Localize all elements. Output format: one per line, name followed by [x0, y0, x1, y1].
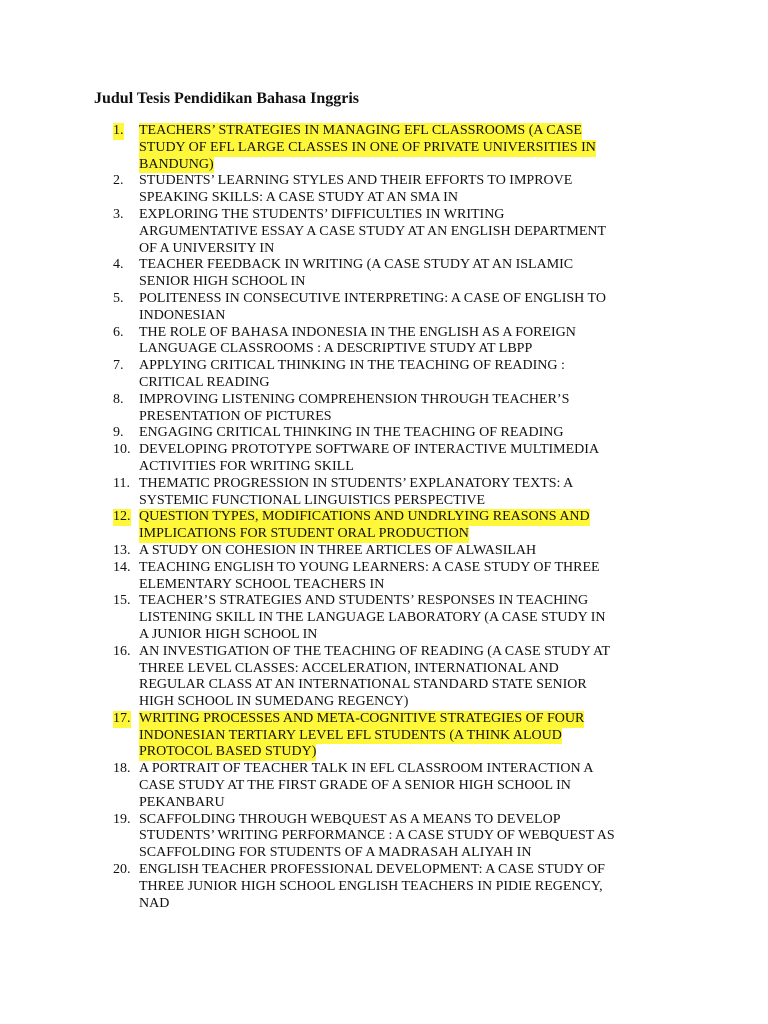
title-line: PEKANBARU [139, 794, 225, 810]
list-item [0, 392, 654, 426]
title-line: SCAFFOLDING FOR STUDENTS OF A MADRASAH ALIYAH IN [139, 845, 532, 861]
thesis-title [139, 358, 654, 392]
title-line: THE ROLE OF BAHASA INDONESIA IN THE ENGLISH AS A FOREIGN [139, 324, 576, 340]
title-line: THREE JUNIOR HIGH SCHOOL ENGLISH TEACHERS IN PIDIE REGENCY, [139, 878, 603, 894]
list-item [0, 543, 654, 560]
item-number: 8. [113, 391, 124, 407]
list-item [0, 442, 654, 476]
thesis-title [139, 560, 654, 594]
title-line: TEACHING ENGLISH TO YOUNG LEARNERS: A CASE STUDY OF THREE [139, 559, 600, 575]
title-line: TEACHERS’ STRATEGIES IN MANAGING EFL CLASSROOMS (A CASE [139, 123, 582, 138]
title-line: CRITICAL READING [139, 374, 270, 390]
thesis-title [139, 291, 654, 325]
item-number: 16. [113, 643, 131, 659]
thesis-title [139, 123, 654, 173]
thesis-title [139, 392, 654, 426]
item-number: 18. [113, 761, 131, 777]
thesis-title [139, 425, 654, 442]
title-line: OF A UNIVERSITY IN [139, 240, 275, 256]
title-line: ACTIVITIES FOR WRITING SKILL [139, 458, 354, 474]
title-line: THEMATIC PROGRESSION IN STUDENTS’ EXPLANATORY TEXTS: A [139, 475, 574, 491]
list-item [0, 476, 654, 510]
title-line: SCAFFOLDING THROUGH WEBQUEST AS A MEANS TO DEVELOP [139, 811, 561, 827]
title-line: HIGH SCHOOL IN SUMEDANG REGENCY) [139, 694, 409, 710]
item-number: 13. [113, 542, 131, 558]
thesis-title [139, 711, 654, 761]
item-number: 4. [113, 257, 124, 273]
title-line: A JUNIOR HIGH SCHOOL IN [139, 626, 318, 642]
item-number: 3. [113, 206, 124, 222]
thesis-title-list [0, 123, 768, 912]
title-line: PROTOCOL BASED STUDY) [139, 744, 317, 760]
title-line: INDONESIAN TERTIARY LEVEL EFL STUDENTS (A THINK ALOUD [139, 727, 562, 743]
title-line: INDONESIAN [139, 307, 226, 323]
title-line: PRESENTATION OF PICTURES [139, 408, 332, 424]
list-item [0, 207, 654, 257]
item-number: 6. [113, 324, 124, 340]
list-item [0, 812, 654, 862]
title-line: TEACHER’S STRATEGIES AND STUDENTS’ RESPONSES IN TEACHING [139, 593, 589, 609]
list-item [0, 173, 654, 207]
title-line: DEVELOPING PROTOTYPE SOFTWARE OF INTERACTIVE MULTIMEDIA [139, 442, 600, 458]
item-number: 19. [113, 811, 131, 827]
title-line: SYSTEMIC FUNCTIONAL LINGUISTICS PERSPECTIVE [139, 492, 486, 508]
title-line: CASE STUDY AT THE FIRST GRADE OF A SENIOR HIGH SCHOOL IN [139, 778, 571, 794]
list-item [0, 358, 654, 392]
title-line: ELEMENTARY SCHOOL TEACHERS IN [139, 576, 385, 592]
title-line: STUDENTS’ WRITING PERFORMANCE : A CASE STUDY OF WEBQUEST AS [139, 828, 615, 844]
title-line: LISTENING SKILL IN THE LANGUAGE LABORATORY (A CASE STUDY IN [139, 610, 606, 626]
highlighted-list-item [0, 123, 654, 173]
title-line: BANDUNG) [139, 156, 214, 172]
thesis-title [139, 812, 654, 862]
title-line: SPEAKING SKILLS: A CASE STUDY AT AN SMA IN [139, 190, 458, 206]
thesis-title [139, 442, 654, 476]
title-line: APPLYING CRITICAL THINKING IN THE TEACHING OF READING : [139, 358, 565, 374]
title-line: STUDY OF EFL LARGE CLASSES IN ONE OF PRIVATE UNIVERSITIES IN [139, 139, 596, 155]
title-line: EXPLORING THE STUDENTS’ DIFFICULTIES IN WRITING [139, 206, 505, 222]
item-number: 1. [113, 123, 124, 138]
thesis-title [139, 207, 654, 257]
list-item [0, 325, 654, 359]
title-line: QUESTION TYPES, MODIFICATIONS AND UNDRLYING REASONS AND [139, 509, 590, 525]
title-line: IMPLICATIONS FOR STUDENT ORAL PRODUCTION [139, 526, 469, 542]
list-item [0, 560, 654, 594]
item-number: 2. [113, 173, 124, 189]
item-number: 12. [113, 509, 131, 525]
highlighted-list-item [0, 711, 654, 761]
highlighted-list-item [0, 509, 654, 543]
thesis-title [139, 476, 654, 510]
item-number: 17. [113, 710, 131, 726]
list-item [0, 291, 654, 325]
thesis-title [139, 257, 654, 291]
item-number: 14. [113, 559, 131, 575]
title-line: WRITING PROCESSES AND META-COGNITIVE STRATEGIES OF FOUR [139, 710, 585, 726]
thesis-title [139, 509, 654, 543]
title-line: AN INVESTIGATION OF THE TEACHING OF READING (A CASE STUDY AT [139, 643, 611, 659]
item-number: 7. [113, 358, 124, 374]
title-line: ENGAGING CRITICAL THINKING IN THE TEACHING OF READING [139, 425, 564, 441]
item-number: 11. [113, 475, 130, 491]
thesis-title [139, 593, 654, 643]
list-item [0, 425, 654, 442]
title-line: POLITENESS IN CONSECUTIVE INTERPRETING: A CASE OF ENGLISH TO [139, 290, 606, 306]
list-item [0, 761, 654, 811]
title-line: LANGUAGE CLASSROOMS : A DESCRIPTIVE STUDY AT LBPP [139, 341, 533, 357]
title-line: NAD [139, 895, 170, 911]
thesis-title [139, 173, 654, 207]
thesis-title [139, 543, 654, 560]
item-number: 9. [113, 425, 124, 441]
thesis-title [139, 325, 654, 359]
title-line: SENIOR HIGH SCHOOL IN [139, 274, 306, 290]
item-number: 5. [113, 290, 124, 306]
title-line: ENGLISH TEACHER PROFESSIONAL DEVELOPMENT: A CASE STUDY OF [139, 862, 605, 878]
title-line: A STUDY ON COHESION IN THREE ARTICLES OF ALWASILAH [139, 542, 537, 558]
item-number: 15. [113, 593, 131, 609]
thesis-title [139, 862, 654, 912]
title-line: ARGUMENTATIVE ESSAY A CASE STUDY AT AN ENGLISH DEPARTMENT [139, 223, 607, 239]
list-item [0, 257, 654, 291]
list-item [0, 593, 654, 643]
title-line: REGULAR CLASS AT AN INTERNATIONAL STANDARD STATE SENIOR [139, 677, 587, 693]
title-line: THREE LEVEL CLASSES: ACCELERATION, INTERNATIONAL AND [139, 660, 559, 676]
item-number: 10. [113, 442, 131, 458]
thesis-title [139, 644, 654, 711]
title-line: STUDENTS’ LEARNING STYLES AND THEIR EFFORTS TO IMPROVE [139, 173, 573, 189]
item-number: 20. [113, 862, 131, 878]
document-title: Judul Tesis Pendidikan Bahasa Inggris [94, 90, 360, 107]
thesis-title [139, 761, 654, 811]
title-line: A PORTRAIT OF TEACHER TALK IN EFL CLASSROOM INTERACTION A [139, 761, 594, 777]
title-line: TEACHER FEEDBACK IN WRITING (A CASE STUDY AT AN ISLAMIC [139, 257, 574, 273]
title-line: IMPROVING LISTENING COMPREHENSION THROUGH TEACHER’S [139, 391, 570, 407]
list-item [0, 644, 654, 711]
list-item [0, 862, 654, 912]
